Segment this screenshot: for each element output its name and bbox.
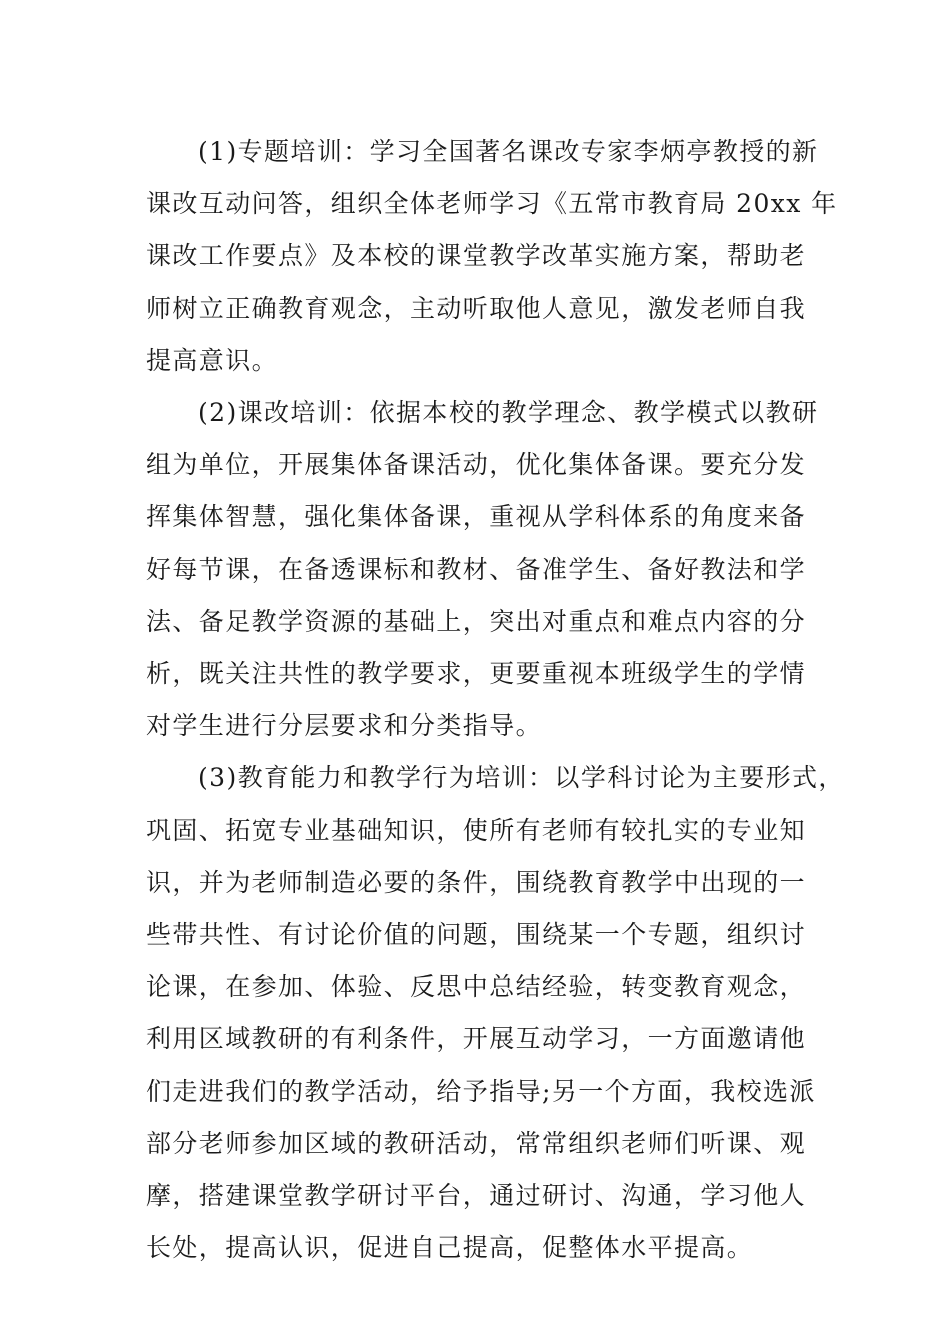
text-line: 部分老师参加区域的教研活动，常常组织老师们听课、观 [146, 1128, 807, 1158]
text-line: 些带共性、有讨论价值的问题，围绕某一个专题，组织讨 [146, 920, 807, 950]
text-line: (3)教育能力和教学行为培训：以学科讨论为主要形式， [198, 763, 845, 793]
text-line: 对学生进行分层要求和分类指导。 [146, 711, 543, 741]
document-body [146, 126, 845, 1274]
text-line: 课改互动问答，组织全体老师学习《五常市教育局 20xx 年 [146, 189, 838, 219]
text-line: 长处，提高认识，促进自己提高，促整体水平提高。 [146, 1233, 754, 1263]
paragraph-2 [146, 387, 819, 752]
text-line: 们走进我们的教学活动，给予指导;另一个方面，我校选派 [146, 1076, 816, 1106]
text-line: 组为单位，开展集体备课活动，优化集体备课。要充分发 [146, 450, 807, 480]
text-line: (1)专题培训：学习全国著名课改专家李炳亭教授的新 [198, 137, 819, 166]
text-line: 师树立正确教育观念，主动听取他人意见，激发老师自我 [146, 293, 807, 323]
text-line: 利用区域教研的有利条件，开展互动学习，一方面邀请他 [146, 1024, 807, 1054]
text-line: 挥集体智慧，强化集体备课，重视从学科体系的角度来备 [146, 502, 807, 532]
text-line: 摩，搭建课堂教学研讨平台，通过研讨、沟通，学习他人 [146, 1181, 807, 1211]
text-line: 识，并为老师制造必要的条件，围绕教育教学中出现的一 [146, 867, 807, 897]
text-line: 析，既关注共性的教学要求，更要重视本班级学生的学情 [146, 659, 807, 689]
text-line: 提高意识。 [146, 345, 279, 375]
paragraph-3 [146, 752, 845, 1274]
text-line: (2)课改培训：依据本校的教学理念、教学模式以教研 [198, 398, 819, 428]
text-line: 好每节课，在备透课标和教材、备准学生、备好教法和学 [146, 554, 807, 584]
paragraph-1 [146, 126, 838, 387]
text-line: 论课，在参加、体验、反思中总结经验，转变教育观念， [146, 972, 807, 1002]
text-line: 课改工作要点》及本校的课堂教学改革实施方案，帮助老 [146, 241, 807, 271]
text-line: 法、备足教学资源的基础上，突出对重点和难点内容的分 [146, 606, 807, 636]
text-line: 巩固、拓宽专业基础知识，使所有老师有较扎实的专业知 [146, 815, 807, 845]
